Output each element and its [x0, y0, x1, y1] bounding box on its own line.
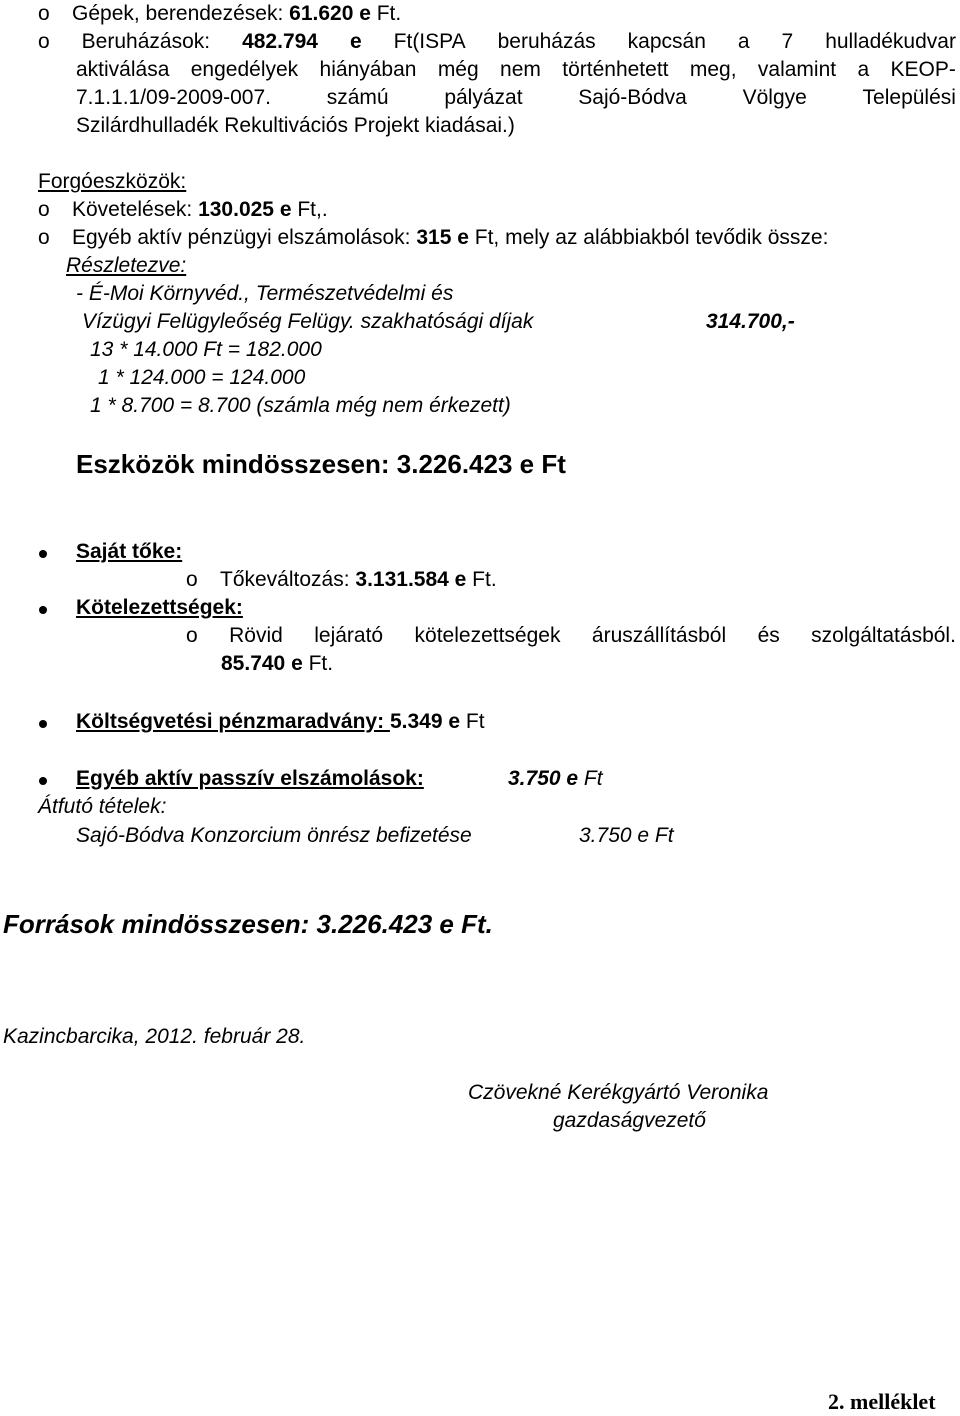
- bullet-dot-icon: [39, 777, 47, 785]
- koltseg-line: Költségvetési pénzmaradvány: 5.349 e Ft: [76, 710, 485, 733]
- circle-bullet-icon: o: [38, 30, 50, 53]
- forrasok-total: Források mindösszesen: 3.226.423 e Ft.: [3, 909, 493, 939]
- item-tokevaltozas: o Tőkeváltozás: 3.131.584 e Ft.: [186, 566, 497, 594]
- item-rovid-lejarato: o Rövid lejárató kötelezettségek áruszállításból és szolgáltatásból.: [186, 622, 956, 650]
- item-beruhazas-line1: o Beruházások: 482.794 e Ft(ISPA beruházás kapcsán a 7 hulladékudvar: [38, 28, 956, 56]
- detail-line-5: 1 * 8.700 = 8.700 (számla még nem érkezett): [90, 394, 511, 417]
- egyeb-passziv-value: 3.750 e Ft: [508, 767, 603, 790]
- signer-title: gazdaságvezető: [553, 1109, 706, 1132]
- bullet-dot-icon: [39, 720, 47, 728]
- forgo-heading: Forgóeszközök:: [38, 170, 187, 193]
- detail-line-3: 13 * 14.000 Ft = 182.000: [90, 338, 322, 361]
- kotel-heading: Kötelezettségek:: [76, 596, 243, 619]
- bullet-dot-icon: [39, 606, 47, 614]
- detail-line-1: - É-Moi Környvéd., Természetvédelmi és: [76, 282, 454, 305]
- circle-bullet-icon: o: [186, 624, 198, 647]
- item-beruhazas-line2: aktiválása engedélyek hiányában még nem történhetett meg, valamint a KEOP-: [76, 58, 956, 81]
- eszkozok-total: Eszközök mindösszesen: 3.226.423 e Ft: [76, 449, 566, 479]
- item-gepek: o Gépek, berendezések: 61.620 e Ft.: [38, 0, 401, 28]
- atfuto-label: Átfutó tételek:: [38, 795, 167, 818]
- place-date: Kazincbarcika, 2012. február 28.: [3, 1025, 306, 1048]
- signer-name: Czövekné Kerékgyártó Veronika: [468, 1081, 769, 1104]
- kotel-value: 85.740 e Ft.: [221, 652, 334, 675]
- detail-line-2: Vízügyi Felügyleőség Felügy. szakhatósági díjak: [82, 310, 534, 333]
- bullet-dot-icon: [39, 550, 47, 558]
- sajat-heading: Saját tőke:: [76, 540, 183, 563]
- item-beruhazas-line4: Szilárdhulladék Rekultivációs Projekt kiadásai.): [76, 114, 515, 137]
- circle-bullet-icon: o: [38, 198, 50, 221]
- konzorcium-value: 3.750 e Ft: [579, 824, 674, 847]
- circle-bullet-icon: o: [38, 2, 50, 25]
- egyeb-passziv-heading: Egyéb aktív passzív elszámolások:: [76, 767, 424, 790]
- item-egyeb-aktiv: o Egyéb aktív pénzügyi elszámolások: 315 e Ft, mely az alábbiakból tevődik össze:: [38, 224, 828, 252]
- circle-bullet-icon: o: [186, 568, 198, 591]
- item-kovetelesek: o Követelések: 130.025 e Ft,.: [38, 196, 328, 224]
- konzorcium-label: Sajó-Bódva Konzorcium önrész befizetése: [76, 824, 472, 847]
- detail-line-2-value: 314.700,-: [706, 310, 795, 333]
- circle-bullet-icon: o: [38, 226, 50, 249]
- reszletezve-label: Részletezve:: [66, 254, 187, 277]
- detail-line-4: 1 * 124.000 = 124.000: [98, 366, 306, 389]
- item-beruhazas-line3: 7.1.1.1/09-2009-007. számú pályázat Sajó-Bódva Völgye Települési: [76, 86, 956, 109]
- annex-label: 2. melléklet: [828, 1389, 936, 1414]
